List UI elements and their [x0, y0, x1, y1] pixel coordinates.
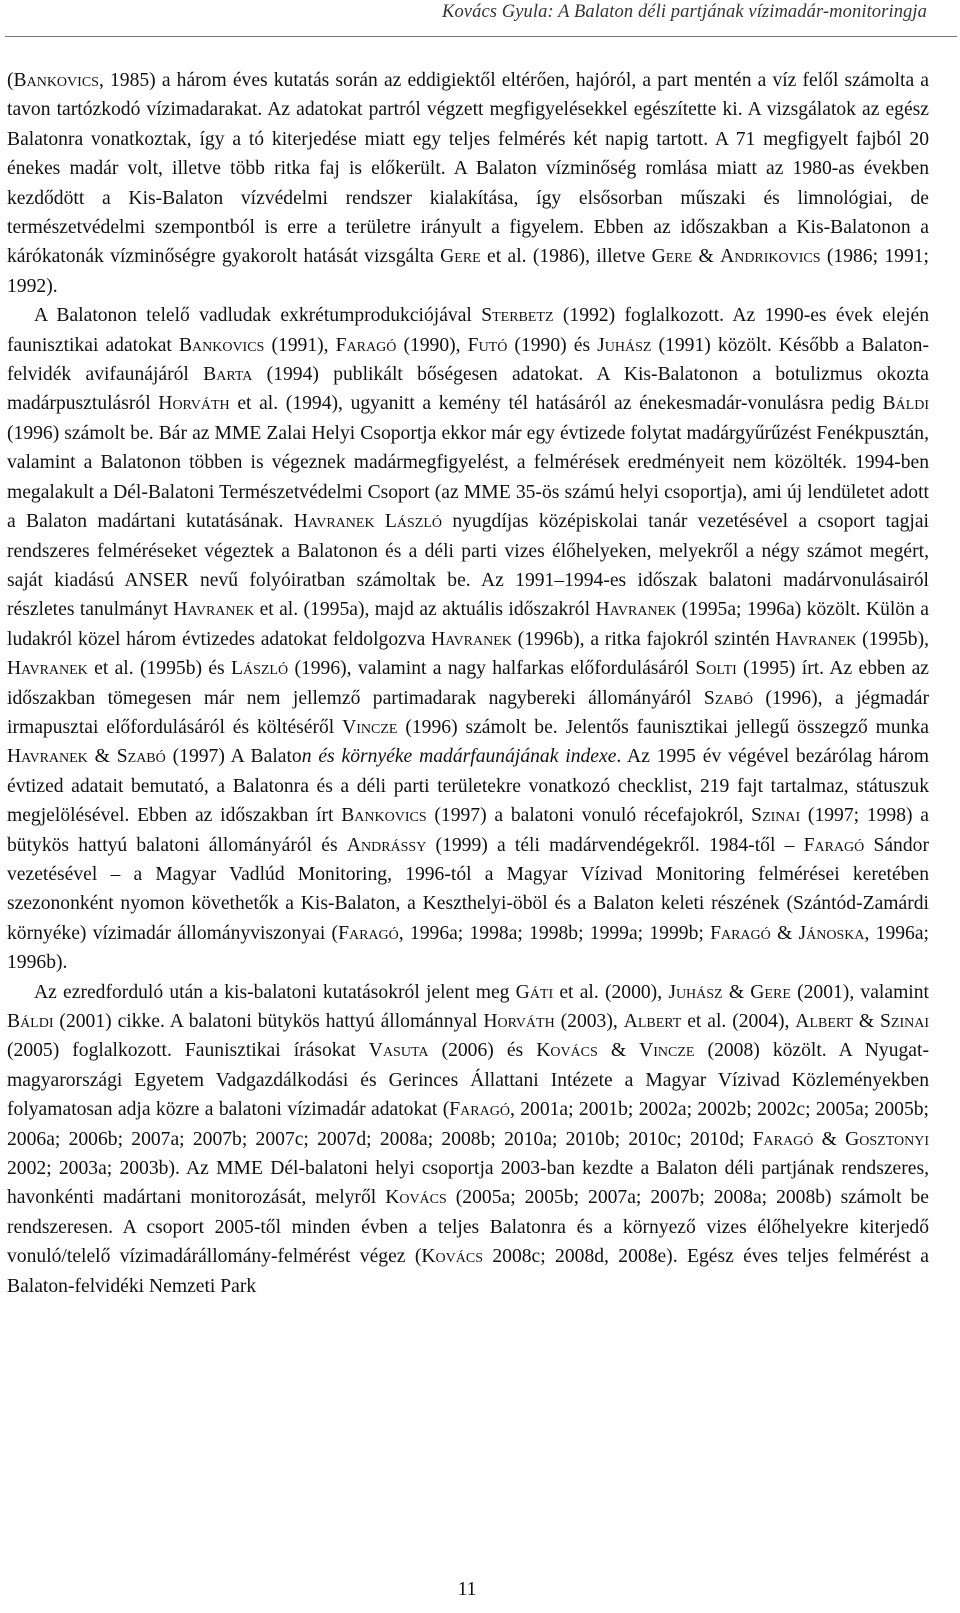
text-run: nyugdíjas középiskolai tanár vezetésével a csoport tagjai rendszeres felméréseket végeztek a Balatonon és a déli parti vizes élőhelyeken, melyekről a négy számot megért, saját kiadású ANSER nevű folyóiratban számoltak be. Az 1991–1994-es időszak balatoni madárvonulásairól részletes tanulmányt [7, 511, 929, 621]
italic-title: n és környéke madárfaunájának indexe [301, 746, 617, 768]
author-name: Solti [695, 658, 737, 680]
text-run: (1996) számolt be. Jelentős faunisztikai jellegű összegző munka [397, 716, 929, 738]
author-name: Horváth [483, 1011, 555, 1032]
author-name: Havranek [431, 628, 512, 650]
text-run: , 1996a; 1996b). [7, 922, 929, 974]
author-name: Faragó [803, 834, 865, 856]
author-name: Jánoska [798, 922, 865, 944]
text-run: (1999) a téli madárvendégekről. 1984-től – [426, 834, 804, 856]
text-run: (1995a; 1996a) közölt. Külön a ludakról közel három évtizedes adatokat feldolgozva [7, 599, 929, 650]
author-name: Havranek [173, 599, 255, 621]
text-run: (1994) publikált bőségesen adatokat. A Kis-Balatonon a botulizmus okozta madárpusztulásról [7, 364, 929, 415]
author-name: Kovács [385, 1187, 447, 1209]
text-run: , 1985) a három éves kutatás során az eddigiektől eltérően, hajóról, a part mentén a víz felől számolta a tavon tartózkodó vízimadarakat. Az adatokat partról végzett megfigyelésekkel egészítette ki. A vizsgálatok az egész Balatonra vonatkoztak, így a tó kiterjedése miatt egy teljes felmérés két napig tartott. A 71 megfigyelt fajból 20 énekes madár volt, illetve több ritka faj is előkerült. A Balaton vízminőség romlása miatt az 1980-as években kezdődött a Kis-Balaton vízvédelmi rendszer kialakítása, így elsősorban műszaki és limnológiai, de természetvédelmi szempontból is erre a területre irányult a figyelem. Ebben az időszakban a Kis-Balatonon a kárókatonák vízminőségre gyakorolt hatását vizsgálta [7, 70, 929, 268]
text-run: (2005a; 2005b; 2007a; 2007b; 2008a; 2008b) számolt be rendszeresen. A csoport 2005-től minden évben a teljes Balatonra és a környező vizes élőhelyekre kiterjedő vonuló/telelő vízimadárállomány-felmérést végez ( [7, 1187, 929, 1268]
author-name: Albert [795, 1011, 853, 1032]
text-run: (1990), [396, 334, 468, 356]
text-run: 2002; 2003a; 2003b). Az MME Dél-balatoni helyi csoportja 2003-ban kezdte a Balaton déli partjának rendszeres, havonkénti madártani monitorozását, melyről [7, 1158, 929, 1209]
author-name: Szabó [703, 687, 753, 709]
author-name: Sterbetz [481, 305, 554, 327]
text-run: (2006) és [428, 1040, 537, 1062]
author-name: Faragó [335, 334, 397, 356]
text-run: et al. (1995b) és [87, 658, 232, 680]
text-run: A Balatonon telelő vadludak exkrétumprodukciójával [34, 305, 482, 327]
text-run: et al. (2004), [681, 1011, 796, 1032]
author-name: Szinai [880, 1011, 929, 1032]
text-run: (2001) cikke. A balatoni bütykös hattyú állománnyal [53, 1011, 484, 1032]
header-rule [5, 36, 957, 37]
text-run: (1990) és [507, 334, 598, 356]
text-run: (1996), valamint a nagy halfarkas előfordulásáról [288, 658, 696, 680]
text-run: et al. (1995a), majd az aktuális időszakról [254, 599, 596, 621]
author-name: László [231, 658, 289, 680]
text-run: (2003), [554, 1011, 624, 1032]
text-run: (1991) közölt. Később a Balaton-felvidék avifaunájáról [7, 334, 929, 386]
text-run: (1996b), a ritka fajokról szintén [511, 628, 776, 650]
text-run: et al. (1994), ugyanitt a kemény tél hatásáról az énekesmadár-vonulásra pedig [229, 393, 883, 415]
author-name: Bankovics [341, 805, 427, 827]
author-name: Gosztonyi [845, 1128, 929, 1150]
text-run: (2008) közölt. A Nyugat-magyarországi Egyetem Vadgazdálkodási és Gerinces Állattani Intézete a Magyar Vízivad Közleményekben folyamatosan adja közre a balatoni vízimadár adatokat ( [7, 1040, 929, 1121]
text-run: , 2001a; 2001b; 2002a; 2002b; 2002c; 2005a; 2005b; 2006a; 2006b; 2007a; 2007b; 2007c; 2007d; 2008a; 2008b; 2010a; 2010b; 2010c; 2010d; [7, 1099, 929, 1150]
author-name: Havranek [595, 599, 677, 621]
author-name: Havranek [775, 628, 857, 650]
author-name: Gáti [515, 981, 554, 1003]
text-run: . Az 1995 év végével bezárólag három évtized adatait bemutató, a Balatonra és a déli parti területekre vonatkozó checklist, 219 fajt tartalmaz, státuszuk megjelölésével. Ebben az időszakban írt [7, 746, 929, 827]
author-name: Faragó [710, 922, 771, 944]
text-run: (1991), [264, 334, 336, 356]
text-run: & [813, 1128, 846, 1150]
author-name: Faragó [449, 1099, 510, 1121]
author-name: Vincze [342, 716, 398, 738]
text-run: (1997) A Balato [165, 746, 302, 768]
paragraph [7, 978, 929, 1301]
author-name: Barta [203, 364, 253, 386]
author-name: Juhász [597, 334, 652, 356]
running-header: Kovács Gyula: A Balaton déli partjának vízimadár-monitoringja [442, 2, 927, 22]
author-name: Albert [623, 1011, 682, 1032]
text-run: (1986; 1991; 1992). [7, 246, 929, 297]
text-run: et al. (2000), [553, 981, 669, 1003]
text-run: & [597, 1040, 640, 1062]
text-run: Sándor vezetésével – a Magyar Vadlúd Monitoring, 1996-tól a Magyar Vízivad Monitoring felmérései keretében szezononként nyomon követhetők a Kis-Balaton, a Keszthelyi-öböl és a Balaton keleti részének (Szántód-Zamárdi környéke) vízimadár állományviszonyai ( [7, 834, 929, 944]
text-run: (1992) foglalkozott. Az 1990-es évek elején faunisztikai adatokat [7, 305, 929, 356]
author-name: Faragó [338, 922, 399, 944]
author-name: Juhász [668, 981, 723, 1003]
body-text [7, 66, 929, 1301]
author-name: Gere [750, 981, 791, 1003]
text-run: (1995) írt. Az ebben az időszakban tömegesen már nem jellemző partimadarak nagybereki állományáról [7, 658, 930, 709]
text-run: ( [7, 70, 14, 91]
author-name: Kovács [421, 1246, 483, 1268]
text-run: & [692, 246, 721, 268]
author-name: Bankovics [13, 70, 99, 91]
text-run: (2005) foglalkozott. Faunisztikai írásokat [7, 1040, 369, 1062]
author-name: Gere [440, 246, 481, 268]
paragraph [7, 301, 929, 977]
author-name: Futó [467, 334, 508, 356]
text-run: 2008c; 2008d, 2008e). Egész éves teljes felmérést a Balaton-felvidéki Nemzeti Park [7, 1246, 929, 1297]
text-run: Az ezredforduló után a kis-balatoni kutatásokról jelent meg [34, 981, 516, 1003]
text-run: et al. (1986), illetve [480, 246, 652, 268]
paragraph [7, 66, 929, 301]
text-run: & [87, 746, 117, 768]
text-run: & [722, 981, 751, 1003]
text-run: (1996) számolt be. Bár az MME Zalai Helyi Csoportja ekkor már egy évtizede folytat madárgyűrűzést Fenékpusztán, valamint a Balatonon többen is végeznek madármegfigyelést, a felmérések eredményeit nem közölték. 1994-ben megalakult a Dél-Balatoni Természetvédelmi Csoport (az MME 35-ös számú helyi csoportja), ami új lendületet adott a Balaton madártani kutatásának. [7, 422, 929, 533]
author-name: Havranek [7, 746, 88, 768]
author-name: Kovács [536, 1040, 598, 1062]
author-name: Havranek László [293, 511, 442, 533]
author-name: Szinai [751, 805, 801, 827]
author-name: Havranek [7, 658, 88, 680]
author-name: Báldi [7, 1011, 54, 1032]
text-run: & [770, 922, 799, 944]
author-name: Báldi [882, 393, 929, 415]
text-run: (1997) a balatoni vonuló récefajokról, [426, 805, 752, 827]
text-run: (1995b), [856, 628, 930, 650]
author-name: Bankovics [178, 334, 265, 356]
text-run: (1997; 1998) a bütykös hattyú balatoni állományáról és [7, 805, 930, 856]
author-name: Andrikovics [720, 246, 821, 268]
author-name: Faragó [752, 1128, 814, 1150]
author-name: Andrássy [346, 834, 427, 856]
text-run: (2001), valamint [790, 981, 929, 1003]
author-name: Vincze [639, 1040, 695, 1062]
text-run: (1996), a jégmadár irmapusztai előfordulásáról és költéséről [7, 687, 929, 738]
page-number: 11 [457, 1579, 477, 1600]
text-run: & [852, 1011, 880, 1032]
text-run: , 1996a; 1998a; 1998b; 1999a; 1999b; [398, 922, 711, 944]
author-name: Gere [651, 246, 693, 268]
author-name: Vasuta [368, 1040, 429, 1062]
author-name: Horváth [158, 393, 230, 415]
author-name: Szabó [116, 746, 166, 768]
